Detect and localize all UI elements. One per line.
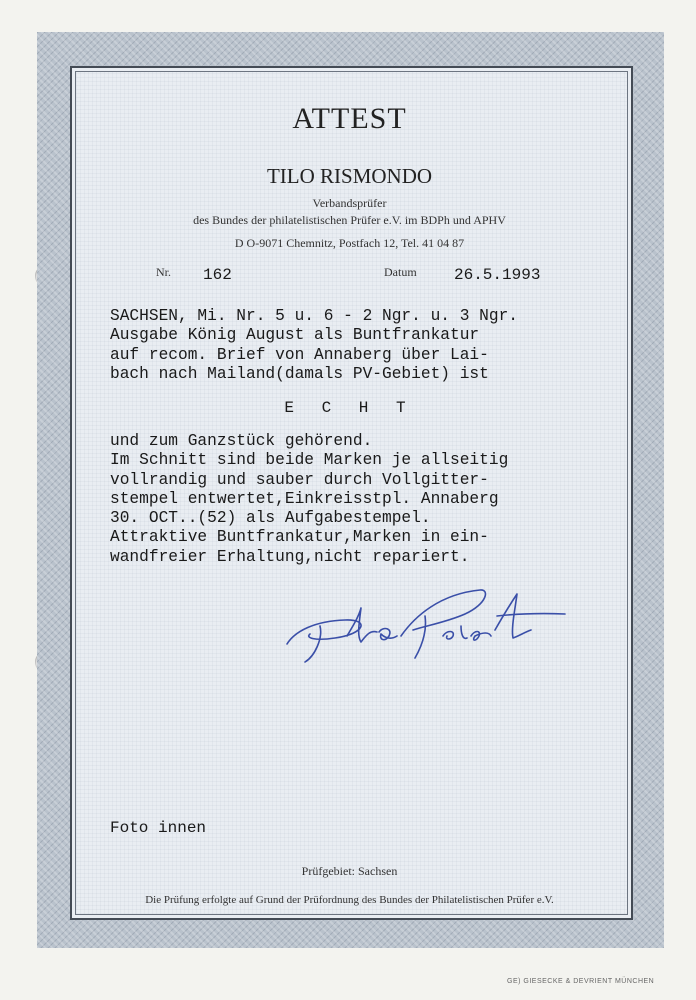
examination-statement: Die Prüfung erfolgte auf Grund der Prüfordnung des Bundes der Philatelistischen Prüfer e.V. bbox=[145, 894, 554, 906]
printer-imprint: GE) GIESECKE & DEVRIENT MÜNCHEN bbox=[507, 978, 655, 985]
examiner-association: des Bundes der philatelistischen Prüfer e.V. im BDPh und APHV bbox=[193, 213, 506, 227]
examiner-signature bbox=[275, 586, 575, 666]
text-line: Im Schnitt sind beide Marken je allseitig bbox=[110, 451, 509, 470]
text-line: vollrandig und sauber durch Vollgitter- bbox=[110, 470, 489, 489]
examiner-name: TILO RISMONDO bbox=[266, 164, 433, 188]
examiner-address: D O-9071 Chemnitz, Postfach 12, Tel. 41 04 87 bbox=[234, 236, 465, 250]
verdict-genuine: E C H T bbox=[284, 399, 415, 417]
text-line: auf recom. Brief von Annaberg über Lai- bbox=[110, 345, 489, 364]
certificate-date: 26.5.1993 bbox=[454, 266, 541, 284]
certificate-title: ATTEST bbox=[292, 102, 407, 135]
examination-area: Prüfgebiet: Sachsen bbox=[301, 864, 398, 878]
text-line: Attraktive Buntfrankatur,Marken in ein- bbox=[110, 528, 489, 547]
text-line: SACHSEN, Mi. Nr. 5 u. 6 - 2 Ngr. u. 3 Ngr. bbox=[110, 307, 518, 325]
examiner-role: Verbandsprüfer bbox=[312, 196, 387, 210]
text-line: und zum Ganzstück gehörend. bbox=[110, 432, 373, 450]
date-label: Datum bbox=[384, 265, 417, 279]
number-label: Nr. bbox=[156, 265, 171, 279]
text-line: bach nach Mailand(damals PV-Gebiet) ist bbox=[110, 364, 489, 383]
text-line: Ausgabe König August als Buntfrankatur bbox=[110, 326, 480, 345]
text-line: 30. OCT..(52) als Aufgabestempel. bbox=[110, 509, 431, 528]
text-line: stempel entwertet,Einkreisstpl. Annaberg bbox=[110, 489, 499, 508]
text-line: wandfreier Erhaltung,nicht repariert. bbox=[110, 547, 470, 566]
description-block-1 bbox=[110, 307, 518, 384]
description-block-2 bbox=[110, 432, 508, 567]
photo-note: Foto innen bbox=[110, 819, 207, 837]
certificate-number: 162 bbox=[203, 266, 232, 284]
